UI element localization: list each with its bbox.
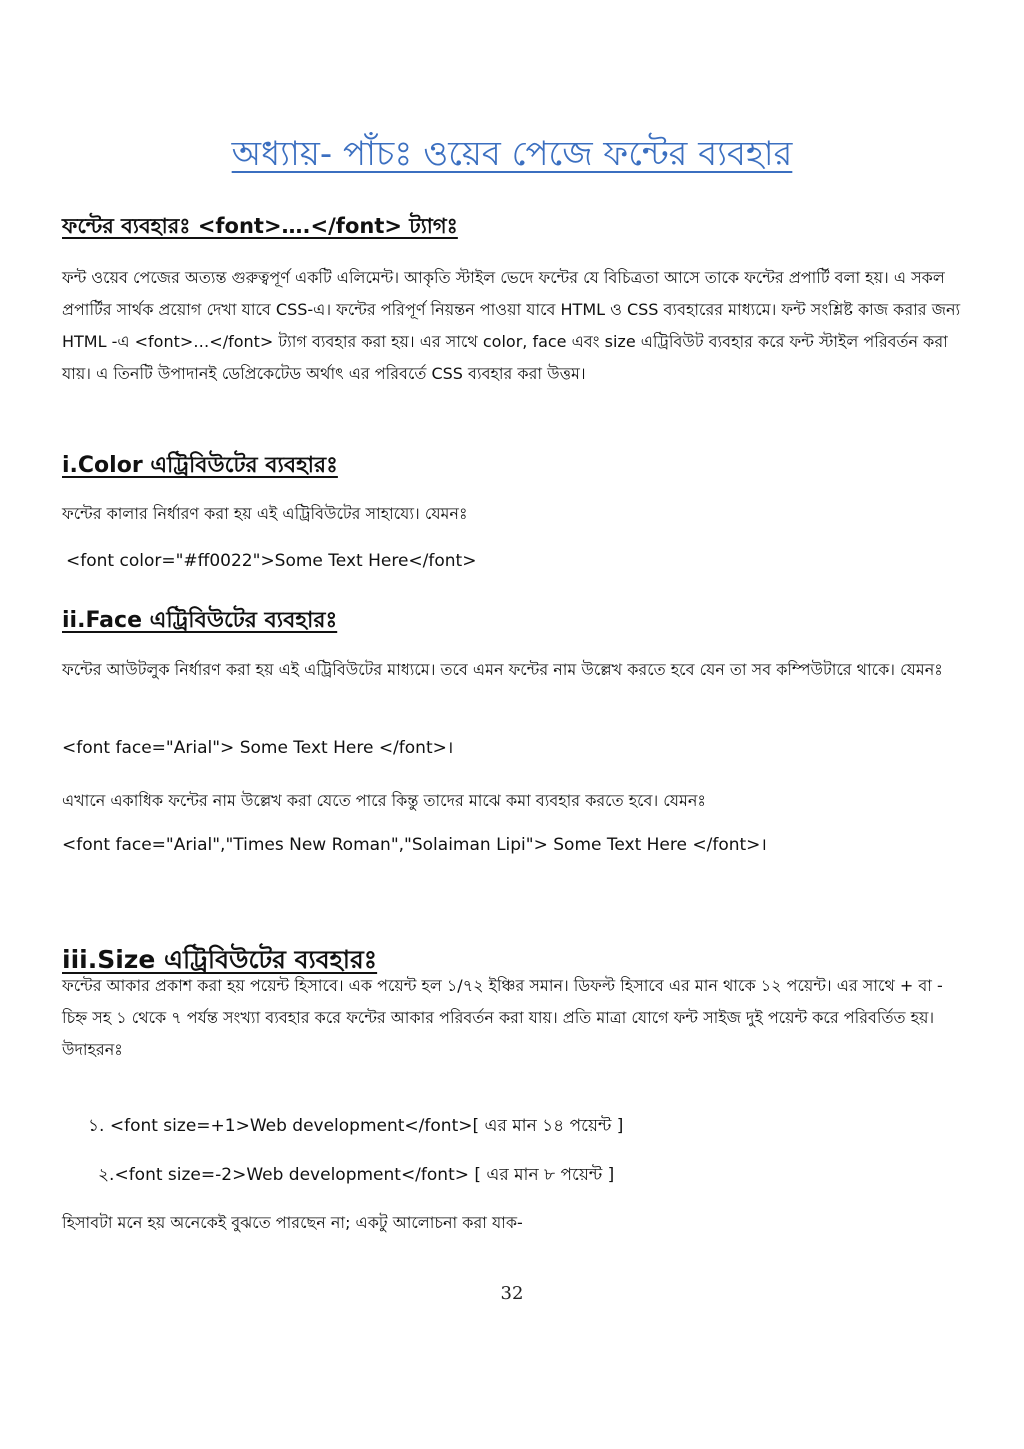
face-multiple-fonts-paragraph: এখানে একাধিক ফন্টের নাম উল্লেখ করা যেতে পারে কিন্তু তাদের মাঝে কমা ব্যবহার করতে হবে। যেমনঃ	[62, 791, 706, 810]
page-number: 32	[500, 1283, 524, 1304]
face-attribute-heading: ii.Face এট্রিবিউটের ব্যবহারঃ	[62, 608, 338, 633]
size-example-code-plus: ১. <font size=+1>Web development</font>[ এর মান ১৪ পয়েন্ট ]	[88, 1116, 624, 1136]
face-example-code-single: <font face="Arial"> Some Text Here </font>।	[62, 738, 454, 758]
face-attribute-paragraph: ফন্টের আউটলুক নির্ধারণ করা হয় এই এট্রিবিউটের মাধ্যমে। তবে এমন ফন্টের নাম উল্লেখ করতে হবে যেন তা সব কম্পিউটারে থাকে। যেমনঃ	[62, 660, 943, 679]
closing-paragraph: হিসাবটা মনে হয় অনেকেই বুঝতে পারছেন না; একটু আলোচনা করা যাক-	[62, 1213, 523, 1232]
size-example-code-minus: ২.<font size=-2>Web development</font> [ এর মান ৮ পয়েন্ট ]	[98, 1165, 615, 1185]
size-attribute-heading: iii.Size এট্রিবিউটের ব্যবহারঃ	[62, 945, 378, 974]
font-tag-paragraph: ফন্ট ওয়েব পেজের অত্যন্ত গুরুত্বপূর্ণ একটি এলিমেন্ট। আকৃতি স্টাইল ভেদে ফন্টের যে বিচিত্রতা আসে তাকে ফন্টের প্রপার্টি বলা হয়। এ সকল প্রপার্টির সার্থক প্রয়োগ দেখা যাবে CSS-এ। ফন্টের পরিপূর্ণ নিয়ন্তন পাওয়া যাবে HTML ও CSS ব্যবহারের মাধ্যমে। ফন্ট সংশ্লিষ্ট কাজ করার জন্য HTML -এ <font>…</font> ট্যাগ ব্যবহার করা হয়। এর সাথে color, face এবং size এট্রিবিউট ব্যবহার করে ফন্ট স্টাইল পরিবর্তন করা যায়। এ তিনটি উপাদানই ডেপ্রিকেটেড অর্থাৎ এর পরিবর্তে CSS ব্যবহার করা উত্তম।	[62, 268, 961, 383]
size-attribute-paragraph: ফন্টের আকার প্রকাশ করা হয় পয়েন্ট হিসাবে। এক পয়েন্ট হল ১/৭২ ইঞ্চির সমান। ডিফল্ট হিসাবে এর মান থাকে ১২ পয়েন্ট। এর সাথে + বা - চিহ্ন সহ ১ থেকে ৭ পর্যন্ত সংখ্যা ব্যবহার করে ফন্টের আকার পরিবর্তন করা যায়। প্রতি মাত্রা যোগে ফন্ট সাইজ দুই পয়েন্ট করে পরিবর্তিত হয়।উদাহরনঃ	[62, 976, 943, 1059]
color-attribute-heading: i.Color এট্রিবিউটের ব্যবহারঃ	[62, 453, 338, 478]
color-attribute-paragraph: ফন্টের কালার নির্ধারণ করা হয় এই এট্রিবিউটের সাহায্যে। যেমনঃ	[62, 504, 468, 523]
color-example-code: <font color="#ff0022">Some Text Here</font>	[66, 551, 477, 571]
face-example-code-multiple: <font face="Arial","Times New Roman","Solaiman Lipi"> Some Text Here </font>।	[62, 835, 767, 855]
font-tag-heading: ফন্টের ব্যবহারঃ <font>….</font> ট্যাগঃ	[62, 214, 458, 238]
chapter-title: অধ্যায়- পাঁচঃ ওয়েব পেজে ফন্টের ব্যবহার	[231, 134, 793, 174]
